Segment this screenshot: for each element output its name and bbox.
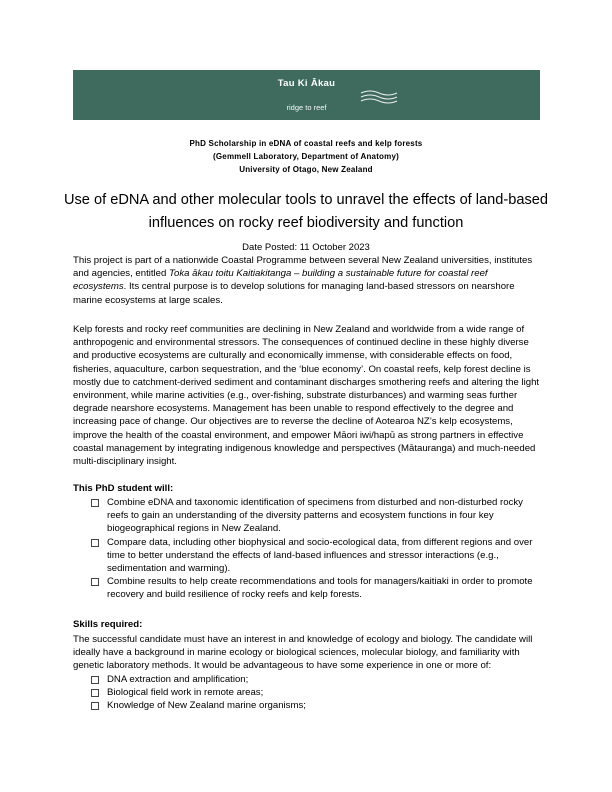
logo-subtitle: ridge to reef	[286, 103, 327, 112]
list-item: Combine eDNA and taxonomic identification of specimens from disturbed and non-disturbed rocky reefs to gain an understanding of the diversity patterns and ecosystem functions in four key biogeographical regions in New Zealand.	[91, 496, 541, 536]
list-item: Compare data, including other biophysical and socio-ecological data, from different regions and over time to better understand the effects of land-based influences and stressor interactions (e.g., sedimentation and warming).	[91, 536, 541, 576]
intro-text-1: This project is part of a nationwide Coastal Programme between several New Zealand universities, institutes and agencies, entitled	[73, 255, 533, 280]
heading-line-1: PhD Scholarship in eDNA of coastal reefs and kelp forests	[189, 139, 423, 148]
background-paragraph: Kelp forests and rocky reef communities are declining in New Zealand and worldwide from a wide range of anthropogenic and environmental stressors. The consequences of continued decline in these highly diverse and productive ecosystems are culturally and economically immense, with considerable effects on food, fisheries, aquaculture, carbon sequestration, and the ‘blue economy’. On coastal reefs, kelp forest decline is mostly due to catchment-derived sediment and contaminant discharges smothering reefs and altering the light environment, while marine activities (e.g., over-fishing, substrate disturbances) and warming seas further degrade nearshore ecosystems. Management has been unable to respond effectively to the degree and increasing pace of change. Our objectives are to reverse the decline of Aotearoa NZ’s kelp ecosystems, improve the health of the coastal environment, and empower Māori iwi/hapū as strong partners in effective coastal management by integrating indigenous knowledge and perspectives (Mātauranga) and much-needed multi-disciplinary insight.	[73, 324, 540, 468]
list-item: Combine results to help create recommendations and tools for managers/kaitiaki in order to promote recovery and build resilience of rocky reefs and kelp forests.	[91, 575, 541, 601]
checkbox-bullet-icon	[91, 676, 99, 684]
skills-list	[91, 673, 541, 713]
student-tasks-list	[91, 496, 541, 602]
wave-logo-icon	[360, 90, 398, 104]
logo-title: Tau Ki Ākau	[277, 78, 336, 89]
list-item: Knowledge of New Zealand marine organisms;	[91, 699, 541, 712]
scholarship-heading	[0, 137, 612, 176]
intro-paragraph	[73, 254, 541, 307]
list-item: DNA extraction and amplification;	[91, 673, 541, 686]
heading-line-3: University of Otago, New Zealand	[239, 165, 373, 174]
list-item: Biological field work in remote areas;	[91, 686, 541, 699]
checkbox-bullet-icon	[91, 539, 99, 547]
skills-section-heading: Skills required:	[73, 619, 143, 630]
intro-text-2: . Its central purpose is to develop solutions for managing land-based stressors on nearshore marine ecosystems at large scales.	[73, 281, 515, 306]
programme-name: Toka ākau toitu Kaitiakitanga – building a sustainable future for coastal reef ecosystems	[73, 268, 488, 293]
checkbox-bullet-icon	[91, 702, 99, 710]
page-title: Use of eDNA and other molecular tools to unravel the effects of land-based influences on rocky reef biodiversity and function	[63, 192, 549, 231]
heading-line-2: (Gemmell Laboratory, Department of Anatomy)	[213, 152, 399, 161]
student-section-heading: This PhD student will:	[73, 483, 174, 494]
date-posted: Date Posted: 11 October 2023	[242, 242, 370, 253]
skills-paragraph: The successful candidate must have an interest in and knowledge of ecology and biology. The candidate will ideally have a background in marine ecology or biological sciences, molecular biology, and familiarity with genetic laboratory methods. It would be advantageous to have some experience in one or more of:	[73, 634, 533, 672]
header-banner	[73, 70, 540, 120]
checkbox-bullet-icon	[91, 578, 99, 586]
checkbox-bullet-icon	[91, 689, 99, 697]
checkbox-bullet-icon	[91, 499, 99, 507]
